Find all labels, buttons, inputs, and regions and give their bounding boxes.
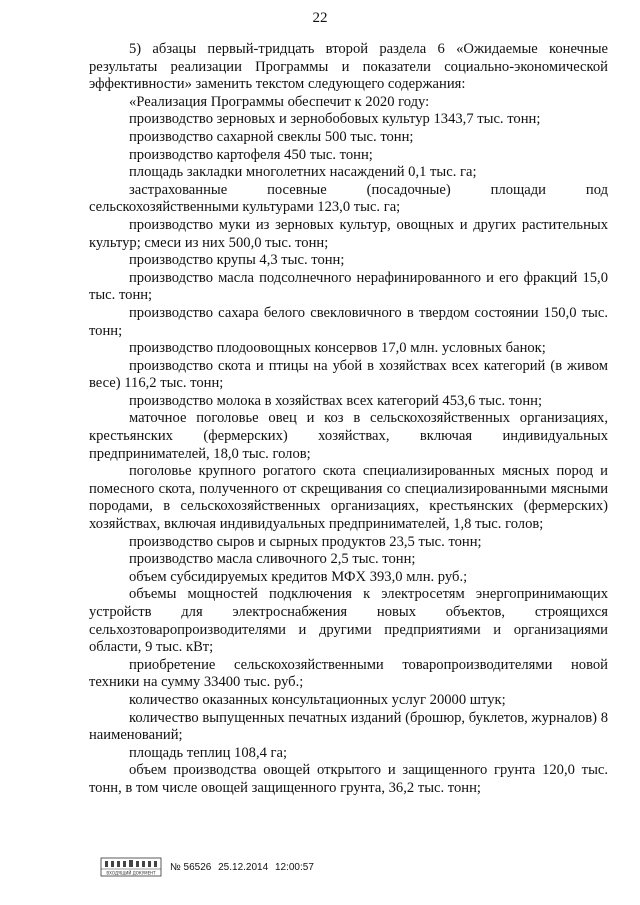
doc-number: № 56526 (170, 861, 212, 873)
paragraph: площадь теплиц 108,4 га; (129, 744, 288, 761)
doc-time: 12:00:57 (274, 861, 314, 873)
paragraph: количество выпущенных печатных изданий (брошюр, буклетов, журналов) 8 наименований; (89, 709, 608, 744)
paragraph: 5) абзацы первый-тридцать второй раздела 6 «Ожидаемые конечные результаты реализации Программы и показатели социально-экономической эффективности» заменить текстом следующего содержания: (89, 41, 608, 93)
registry-stamp-logo (100, 857, 162, 877)
paragraph: количество оказанных консультационных услуг 20000 штук; (129, 691, 506, 708)
paragraph: производство масла подсолнечного нерафинированного и его фракций 15,0 тыс. тонн; (89, 269, 608, 304)
paragraph: «Реализация Программы обеспечит к 2020 году: (129, 93, 430, 110)
paragraph: застрахованные посевные (посадочные) площади под сельскохозяйственными культурами 123,0 тыс. га; (89, 181, 608, 216)
doc-date: 25.12.2014 (218, 861, 269, 873)
paragraph: производство зерновых и зернобобовых культур 1343,7 тыс. тонн; (129, 111, 541, 128)
paragraph: производство масла сливочного 2,5 тыс. тонн; (129, 551, 416, 568)
paragraph: объем субсидируемых кредитов МФХ 393,0 млн. руб.; (129, 568, 468, 585)
paragraph: маточное поголовье овец и коз в сельскохозяйственных организациях, крестьянских (фермерских) хозяйствах, включая индивидуальных предпринимателей, 18,0 тыс. голов; (89, 410, 608, 462)
document-body (89, 41, 608, 798)
paragraph: производство крупы 4,3 тыс. тонн; (129, 252, 345, 269)
paragraph: производство сыров и сырных продуктов 23,5 тыс. тонн; (129, 533, 482, 550)
paragraph: производство скота и птицы на убой в хозяйствах всех категорий (в живом весе) 116,2 тыс. тонн; (89, 357, 608, 392)
document-footer (100, 856, 318, 878)
paragraph: приобретение сельскохозяйственными товаропроизводителями новой техники на сумму 33400 тыс. руб.; (89, 656, 608, 691)
paragraph: объемы мощностей подключения к электросетям энергопринимающих устройств для электроснабжения новых объектов, строящихся сельхозтоваропроизводителями и другими предприятиями и организациями области, 9 тыс. кВт; (89, 586, 608, 656)
stamp-text: ВХОДЯЩИЙ ДОКУМЕНТ (106, 870, 156, 876)
paragraph: поголовье крупного рогатого скота специализированных мясных пород и помесного скота, полученного от скрещивания со специализированными мясными породами, в сельскохозяйственных организациях, крестьянских (фермерских) хозяйствах, включая индивидуальных предпринимателей, 1,8 тыс. голов; (89, 463, 608, 533)
paragraph: производство муки из зерновых культур, овощных и других растительных культур; смеси из них 500,0 тыс. тонн; (89, 216, 608, 251)
paragraph: объем производства овощей открытого и защищенного грунта 120,0 тыс. тонн, в том числе овощей защищенного грунта, 36,2 тыс. тонн; (89, 762, 608, 796)
paragraph: производство молока в хозяйствах всех категорий 453,6 тыс. тонн; (129, 392, 543, 409)
page-number: 22 (312, 10, 328, 26)
paragraph: площадь закладки многолетних насаждений 0,1 тыс. га; (129, 164, 477, 181)
paragraph: производство картофеля 450 тыс. тонн; (129, 146, 373, 163)
document-registration (170, 862, 318, 873)
paragraph: производство сахарной свеклы 500 тыс. тонн; (129, 128, 414, 145)
paragraph: производство плодоовощных консервов 17,0 млн. условных банок; (129, 340, 546, 357)
paragraph: производство сахара белого свекловичного в твердом состоянии 150,0 тыс. тонн; (89, 304, 608, 339)
